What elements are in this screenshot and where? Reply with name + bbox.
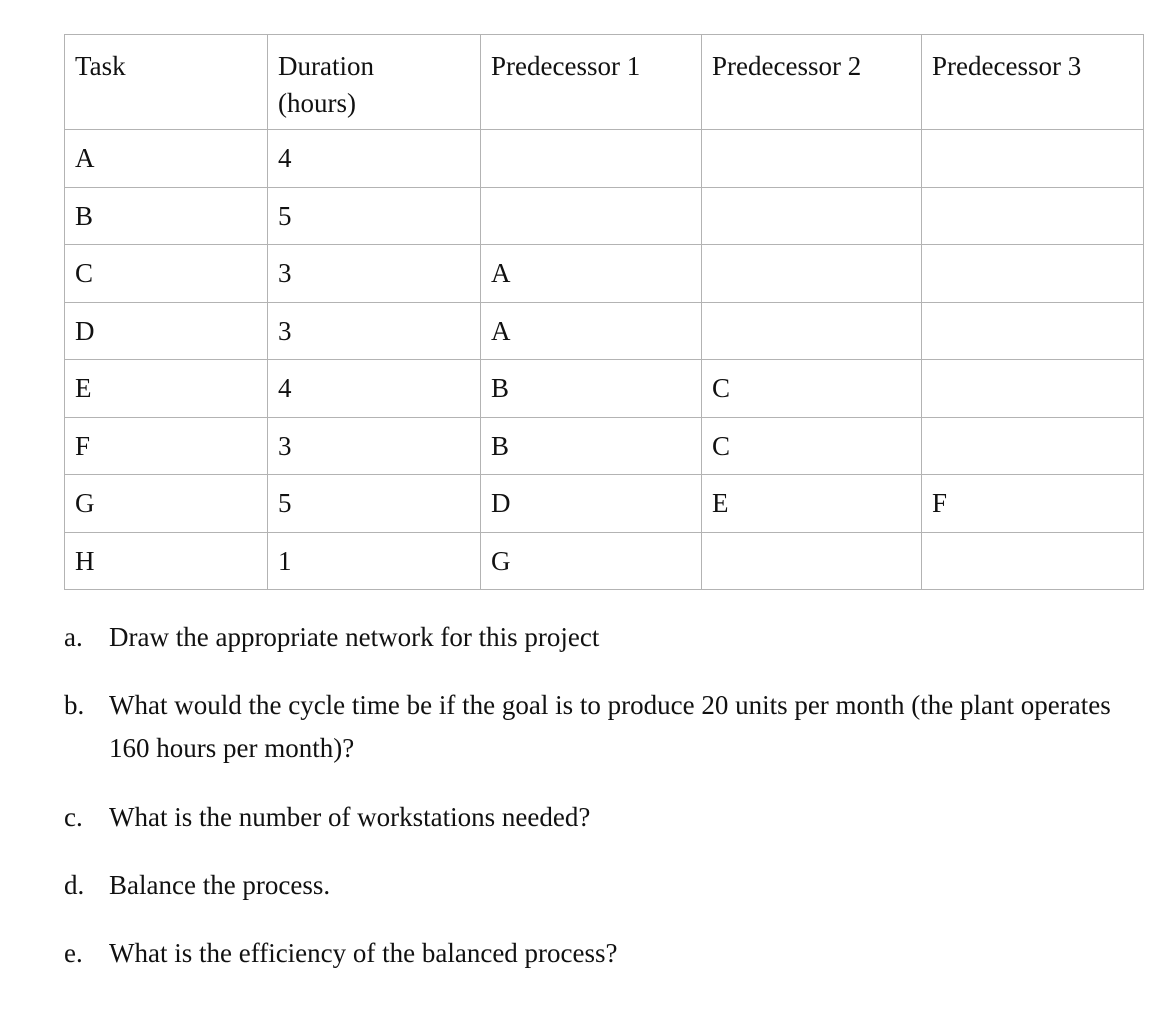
question-text: Balance the process. <box>109 870 331 900</box>
cell-predecessor-3 <box>922 302 1144 360</box>
cell-predecessor-3 <box>922 245 1144 303</box>
cell-predecessor-2: C <box>702 360 922 418</box>
cell-task: D <box>65 302 268 360</box>
cell-predecessor-2 <box>702 245 922 303</box>
header-duration-line2: (hours) <box>278 88 356 118</box>
cell-predecessor-1: B <box>481 360 702 418</box>
cell-duration: 5 <box>268 187 481 245</box>
table-row <box>65 532 1144 590</box>
question-text: Draw the appropriate network for this project <box>109 622 600 652</box>
question-marker: a. <box>64 622 83 652</box>
cell-duration: 4 <box>268 360 481 418</box>
question-item <box>64 684 1144 796</box>
cell-task: E <box>65 360 268 418</box>
cell-task: H <box>65 532 268 590</box>
cell-task: A <box>65 130 268 188</box>
header-duration-line1: Duration <box>278 51 374 81</box>
table-row <box>65 360 1144 418</box>
cell-task: G <box>65 475 268 533</box>
question-marker: e. <box>64 938 83 968</box>
cell-predecessor-2: C <box>702 417 922 475</box>
cell-predecessor-1 <box>481 187 702 245</box>
question-marker: b. <box>64 690 85 720</box>
cell-task: C <box>65 245 268 303</box>
question-item <box>64 864 1144 932</box>
table-header-row <box>65 35 1144 130</box>
cell-predecessor-3 <box>922 187 1144 245</box>
cell-task: F <box>65 417 268 475</box>
cell-predecessor-2: E <box>702 475 922 533</box>
table-row <box>65 302 1144 360</box>
table-row <box>65 417 1144 475</box>
cell-predecessor-2 <box>702 532 922 590</box>
question-marker: d. <box>64 870 85 900</box>
cell-duration: 5 <box>268 475 481 533</box>
cell-predecessor-3 <box>922 417 1144 475</box>
header-predecessor-2: Predecessor 2 <box>702 35 922 130</box>
cell-predecessor-2 <box>702 187 922 245</box>
cell-predecessor-1: G <box>481 532 702 590</box>
header-predecessor-3: Predecessor 3 <box>922 35 1144 130</box>
cell-predecessor-2 <box>702 302 922 360</box>
cell-duration: 4 <box>268 130 481 188</box>
header-duration <box>268 35 481 130</box>
question-text: What is the efficiency of the balanced process? <box>109 938 618 968</box>
question-text: What is the number of workstations needed? <box>109 802 591 832</box>
table-row <box>65 475 1144 533</box>
cell-duration: 3 <box>268 245 481 303</box>
cell-predecessor-3: F <box>922 475 1144 533</box>
table-row <box>65 245 1144 303</box>
cell-predecessor-1: B <box>481 417 702 475</box>
cell-task: B <box>65 187 268 245</box>
question-item <box>64 796 1144 864</box>
cell-duration: 3 <box>268 302 481 360</box>
cell-predecessor-1: A <box>481 245 702 303</box>
table-row <box>65 130 1144 188</box>
cell-predecessor-1: D <box>481 475 702 533</box>
header-predecessor-1: Predecessor 1 <box>481 35 702 130</box>
cell-predecessor-3 <box>922 532 1144 590</box>
cell-duration: 1 <box>268 532 481 590</box>
cell-predecessor-3 <box>922 360 1144 418</box>
header-task: Task <box>65 35 268 130</box>
question-text: What would the cycle time be if the goal is to produce 20 units per month (the plant operates 160 hours per month)? <box>109 690 1111 763</box>
table-row <box>65 187 1144 245</box>
cell-duration: 3 <box>268 417 481 475</box>
cell-predecessor-1 <box>481 130 702 188</box>
question-item <box>64 616 1144 684</box>
question-list <box>64 616 1144 1000</box>
cell-predecessor-2 <box>702 130 922 188</box>
question-item <box>64 932 1144 1000</box>
cell-predecessor-1: A <box>481 302 702 360</box>
cell-predecessor-3 <box>922 130 1144 188</box>
task-table <box>64 34 1144 590</box>
question-marker: c. <box>64 802 83 832</box>
